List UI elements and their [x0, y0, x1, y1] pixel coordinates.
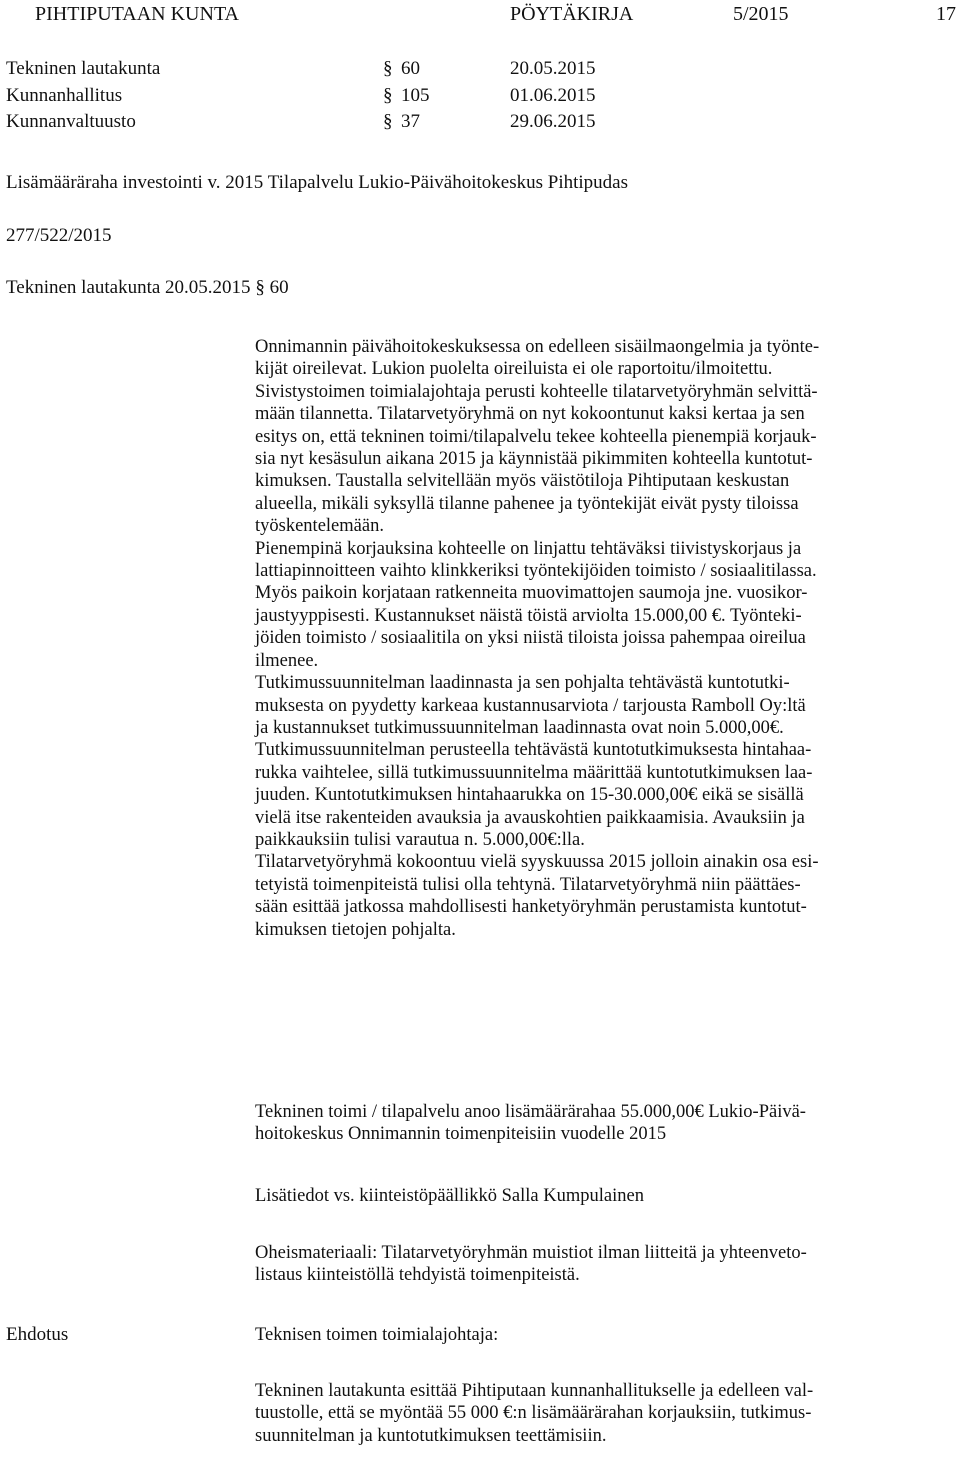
text-line: alueella, mikäli syksyllä tilanne pahenee ja työntekijät eivät pysty tiloissa: [255, 493, 799, 514]
text-line: kimuksen. Taustalla selvitellään myös väistötiloja Pihtiputaan keskustan: [255, 471, 790, 492]
text-line: paikkauksiin tulisi varautua n. 5.000,00€:lla.: [255, 829, 585, 850]
section-number: 60: [269, 277, 289, 298]
document-type: PÖYTÄKIRJA: [510, 3, 634, 25]
text-line: jaustyyppisesti. Kustannukset näistä töistä arviolta 15.000,00 €. Työnteki-: [255, 605, 802, 626]
text-line: työskentelemään.: [255, 516, 384, 537]
text-line: jöiden toimisto / sosiaalitila on yksi niistä tiloista joissa pahempaa oireilua: [255, 628, 806, 649]
text-line: Tutkimussuunnitelman perusteella tehtävästä kuntotutkimuksesta hintahaa-: [255, 740, 812, 761]
text-line: Tutkimussuunnitelman laadinnasta ja sen pohjalta tehtävästä kuntotutki-: [255, 673, 790, 694]
proposal-presenter: [255, 1324, 955, 1346]
proposal-text: [255, 1380, 955, 1447]
text-line: tuustolle, että se myöntää 55 000 €:n lisämäärärahan korjauksiin, tutkimus-: [255, 1403, 812, 1424]
text-line: Lisätiedot vs. kiinteistöpäällikkö Salla Kumpulainen: [255, 1186, 644, 1206]
meeting-reference: [6, 277, 289, 299]
text-line: suunnitelman ja kuntotutkimuksen teettämisiin.: [255, 1425, 607, 1446]
body-name: Kunnanhallitus: [6, 85, 123, 106]
text-line: esitys on, että tekninen toimi/tilapalvelu tekee kohteella pienempiä korjauk-: [255, 426, 817, 447]
text-line: hoitokeskus Onnimannin toimenpiteisiin vuodelle 2015: [255, 1124, 667, 1145]
text-line: sään esittää jatkossa mahdollisesti hanketyöryhmän perustamista kuntotut-: [255, 897, 807, 918]
section-sign: §: [255, 277, 265, 298]
meeting-date: 29.06.2015: [510, 111, 596, 132]
text-line: kimuksen tietojen pohjalta.: [255, 919, 456, 940]
funding-request: [255, 1101, 955, 1146]
proposal-label: Ehdotus: [6, 1324, 69, 1345]
text-line: ilmenee.: [255, 650, 319, 671]
text-line: rukka vaihtelee, sillä tutkimussuunnitelma määrittää kuntotutkimuksen laa-: [255, 762, 813, 783]
text-line: vielä itse rakenteiden avauksia ja avauskohtien paikkaamisia. Avauksiin ja: [255, 807, 805, 828]
text-line: ja kustannukset tutkimussuunnitelman laadinnasta ovat noin 5.000,00€.: [255, 717, 784, 738]
text-line: Oheismateriaali: Tilatarvetyöryhmän muistiot ilman liitteitä ja yhteenveto-: [255, 1243, 807, 1263]
text-line: tetyistä toimenpiteistä tulisi olla tehtynä. Tilatarvetyöryhmä niin päättäes-: [255, 874, 801, 895]
document-title: Lisämääräraha investointi v. 2015 Tilapalvelu Lukio-Päivähoitokeskus Pihtipudas: [6, 172, 628, 193]
text-line: Pienempinä korjauksina kohteelle on linjattu tehtäväksi tiivistyskorjaus ja: [255, 538, 802, 559]
diary-number: 277/522/2015: [6, 225, 112, 246]
text-line: muksesta on pyydetty karkeaa kustannusarviota / tarjousta Ramboll Oy:ltä: [255, 695, 806, 716]
body-name: Tekninen lautakunta: [6, 58, 161, 79]
section-sign: §: [383, 58, 393, 79]
text-line: Onnimannin päivähoitokeskuksessa on edelleen sisäilmaongelmia ja työnte-: [255, 337, 820, 357]
meeting-date: 01.06.2015: [510, 85, 596, 106]
text-line: Myös paikoin korjataan ratkenneita muovimattojen saumoja jne. vuosikor-: [255, 583, 808, 604]
text-line: juuden. Kuntotutkimuksen hintahaarukka on 15-30.000,00€ eikä se sisällä: [255, 785, 804, 806]
text-line: kijät oireilevat. Lukion puolelta oireiluista ei ole raportoitu/ilmoitettu.: [255, 359, 773, 380]
text-line: lattiapinnoitteen vaihto klinkkeriksi työntekijöiden toimisto / sosiaalitilassa.: [255, 561, 817, 582]
text-line: Teknisen toimen toimialajohtaja:: [255, 1325, 499, 1345]
text-line: Tilatarvetyöryhmä kokoontuu vielä syyskuussa 2015 jolloin ainakin osa esi-: [255, 852, 819, 873]
section-number: 105: [401, 85, 430, 106]
issue-number: 5/2015: [733, 3, 789, 25]
main-text: [255, 336, 955, 941]
section-sign: §: [383, 85, 393, 106]
section-number: 60: [401, 58, 420, 79]
text-line: Tekninen lautakunta esittää Pihtiputaan kunnanhallitukselle ja edelleen val-: [255, 1381, 814, 1401]
text-line: mään tilannetta. Tilatarvetyöryhmä on nyt kokoontunut kaksi kertaa ja sen: [255, 404, 805, 425]
attachment-info: [255, 1242, 955, 1287]
meeting-date: 20.05.2015: [510, 58, 596, 79]
section-sign: §: [383, 111, 393, 132]
text-line: Tekninen toimi / tilapalvelu anoo lisämäärärahaa 55.000,00€ Lukio-Päivä-: [255, 1102, 806, 1122]
page-number: 17: [936, 3, 956, 25]
municipality-name: PIHTIPUTAAN KUNTA: [35, 3, 240, 25]
body-name: Kunnanvaltuusto: [6, 111, 136, 132]
section-number: 37: [401, 111, 420, 132]
contact-info: [255, 1185, 955, 1207]
text-line: sia nyt kesäsulun aikana 2015 ja käynnistää pikimmiten kohteella kuntotut-: [255, 449, 813, 470]
meeting-reference-text: Tekninen lautakunta 20.05.2015: [6, 277, 251, 298]
text-line: Sivistystoimen toimialajohtaja perusti kohteelle tilatarvetyöryhmän selvittä-: [255, 381, 818, 402]
text-line: listaus kiinteistöllä tehdyistä toimenpiteistä.: [255, 1265, 580, 1286]
